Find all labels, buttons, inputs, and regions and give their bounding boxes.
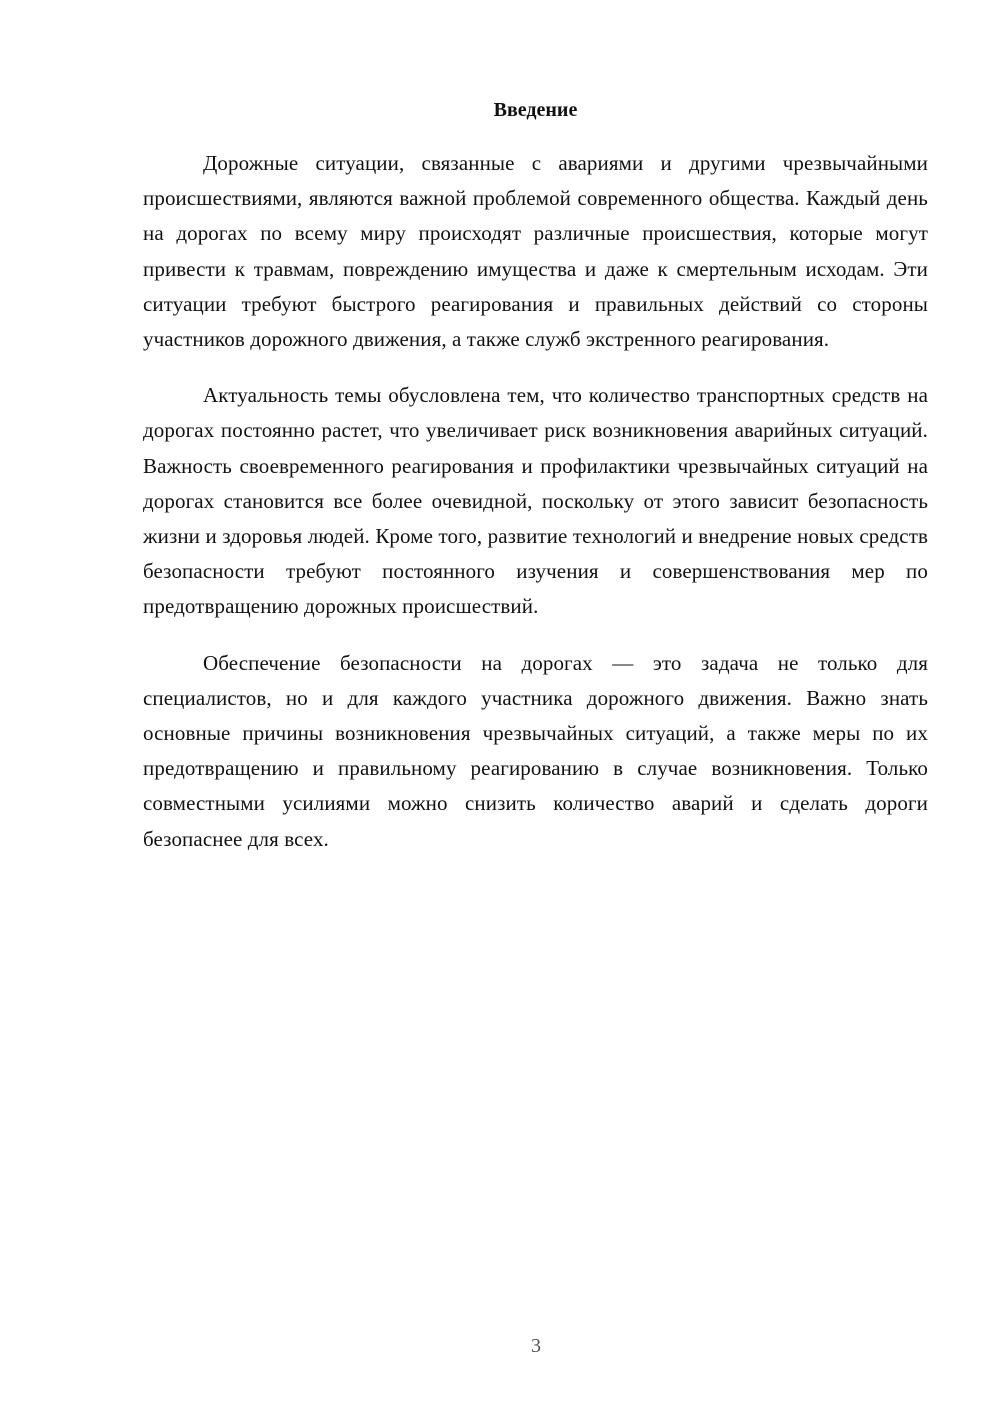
paragraph-1: Дорожные ситуации, связанные с авариями и другими чрезвычайными происшествиями, являются важной проблемой современного общества. Каждый день на дорогах по всему миру происходят различные происшествия, которые могут привести к травмам, повреждению имущества и даже к смертельным исходам. Эти ситуации требуют быстрого реагирования и правильных действий со стороны участников дорожного движения, а также служб экстренного реагирования.: [143, 151, 928, 352]
paragraph-3: Обеспечение безопасности на дорогах — это задача не только для специалистов, но и для каждого участника дорожного движения. Важно знать основные причины возникновения чрезвычайных ситуаций, а также меры по их предотвращению и правильному реагированию в случае возникновения. Только совместными усилиями можно снизить количество аварий и сделать дороги безопаснее для всех.: [143, 650, 928, 851]
page-content: [143, 96, 928, 878]
page-number: 3: [531, 1335, 541, 1357]
section-title: Введение: [493, 99, 578, 121]
paragraph-2: Актуальность темы обусловлена тем, что количество транспортных средств на дорогах постоянно растет, что увеличивает риск возникновения аварийных ситуаций. Важность своевременного реагирования и профилактики чрезвычайных ситуаций на дорогах становится все более очевидной, поскольку от этого зависит безопасность жизни и здоровья людей. Кроме того, развитие технологий и внедрение новых средств безопасности требуют постоянного изучения и совершенствования мер по предотвращению дорожных происшествий.: [143, 383, 928, 619]
